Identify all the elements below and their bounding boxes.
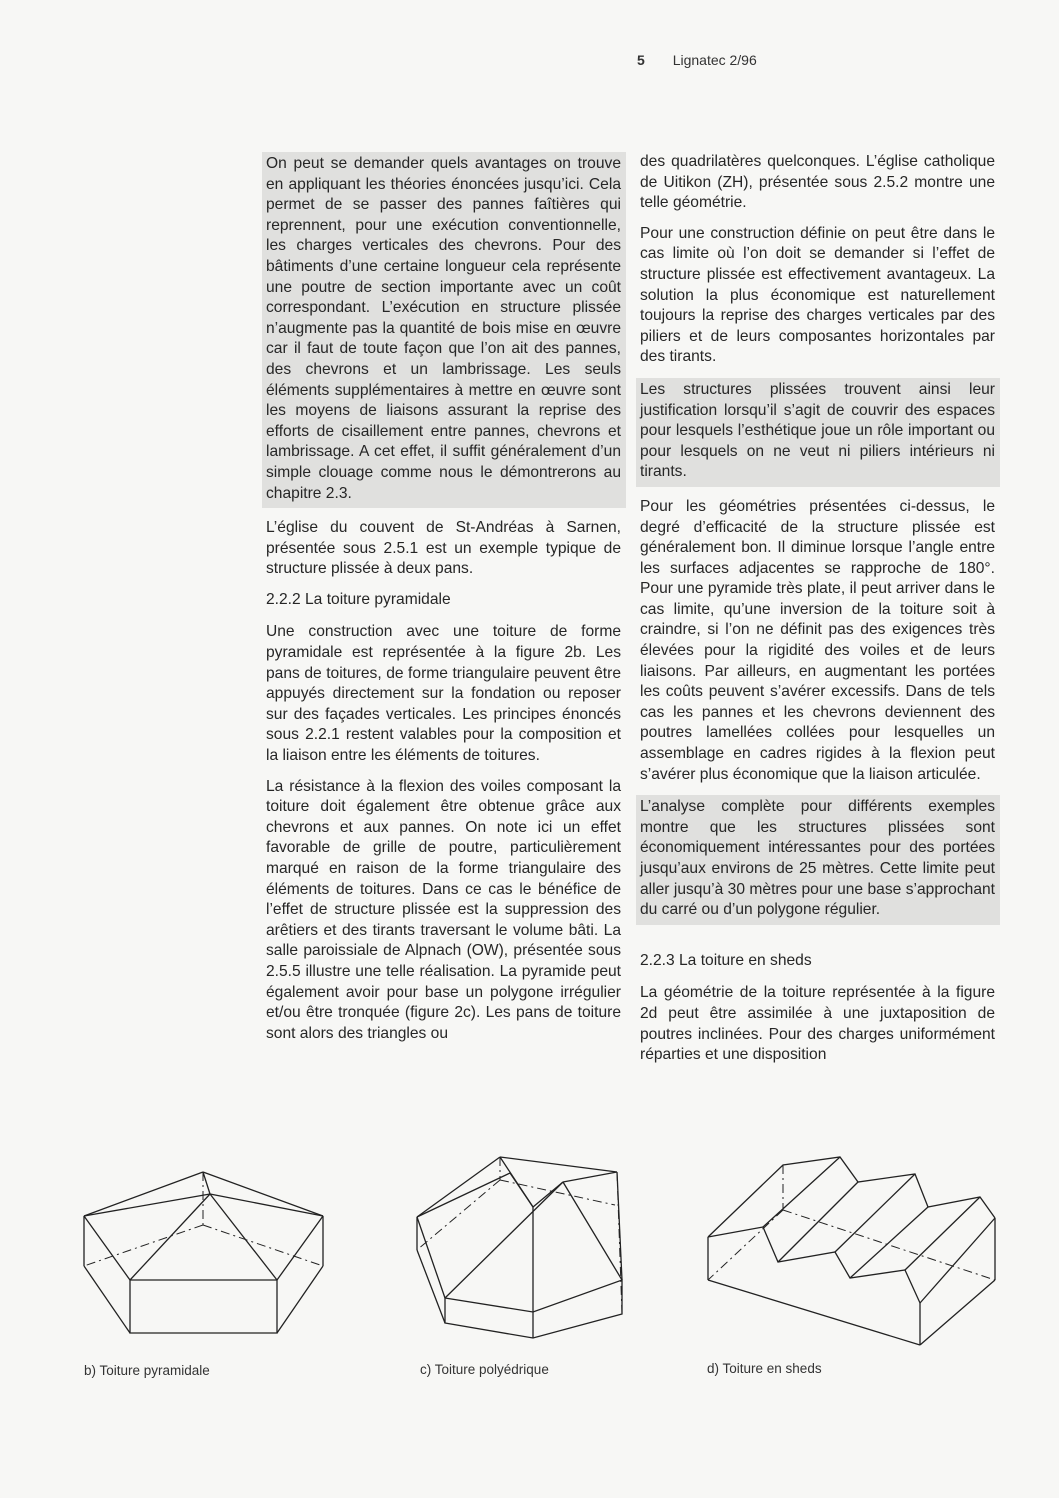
right-column — [640, 152, 995, 1076]
highlighted-paragraph: Les structures plissées trouvent ainsi leur justification lorsqu’il s’agit de couvrir des espaces pour lesquels l’esthétique joue un rôle important ou pour lesquels on ne veut ni piliers intérieurs ni tirants. — [636, 378, 1000, 487]
section-heading-2-2-2: 2.2.2 La toiture pyramidale — [266, 590, 451, 608]
figure-caption-b: b) Toiture pyramidale — [84, 1363, 210, 1378]
pyramidal-roof-diagram — [80, 1160, 340, 1340]
figure-caption-c: c) Toiture polyédrique — [420, 1362, 549, 1377]
paragraph: Pour une construction définie on peut être dans le cas limite où l’on doit se demander si l’effet de structure plissée est effectivement avantageux. La solution la plus économique est naturellement toujours la reprise des charges verticales par des piliers et de leurs composantes horizontales par des tirants. — [640, 224, 995, 366]
paragraph: Pour les géométries présentées ci-dessus, le degré d’efficacité de la structure plissée est généralement bon. Il diminue lorsque l’angle entre les surfaces adjacentes se rapproche de 180°. Pour une pyramide très plate, il peut arriver dans le cas limite, qu’une inversion de la toiture soit à craindre, si l’on ne définit pas des exigences très élevées pour la rigidité des voiles et de leurs liaisons. Par ailleurs, en augmentant les portées les coûts peuvent s’avérer excessifs. Dans de tels cas les pannes et les chevrons deviennent des poutres lamellées collées pour lesquelles un assemblage en cadres rigides à la flexion peut s’avérer plus économique que la liaison articulée. — [640, 497, 995, 783]
figure-caption-d: d) Toiture en sheds — [707, 1361, 822, 1376]
page-number: 5 — [637, 52, 645, 68]
polyhedral-roof-diagram — [410, 1150, 640, 1360]
paragraph: Une construction avec une toiture de forme pyramidale est représentée à la figure 2b. Les pans de toitures, de forme triangulaire peuvent être appuyés directement sur la fondation ou reposer sur des façades verticales. Les principes énoncés sous 2.2.1 restent valables pour la composition et la liaison entre les éléments de toitures. — [266, 623, 621, 765]
paragraph: des quadrilatères quelconques. L’église catholique de Uitikon (ZH), présentée sous 2.5.2 montre une telle géométrie. — [640, 153, 995, 212]
figure-polyhedral-roof — [410, 1150, 640, 1360]
figure-shed-roof — [700, 1150, 1010, 1350]
highlighted-paragraph: L’analyse complète pour différents exemples montre que les structures plissées sont économiquement intéressantes pour des portées jusqu’aux environs de 25 mètres. Cette limite peut aller jusqu’à 30 mètres pour une base s’approchant du carré ou d’un polygone régulier. — [636, 795, 1000, 925]
figure-pyramidal-roof — [80, 1160, 340, 1340]
paragraph: La résistance à la flexion des voiles composant la toiture doit également être obtenue grâce aux chevrons et aux pannes. On note ici un effet favorable de grille de poutre, particulièrement marqué en raison de la forme triangulaire des éléments de toitures. Dans ce cas le bénéfice de l’effet de structure plissée est la suppression des arêtiers et des tirants traversant le volume bâti. La salle paroissiale de Alpnach (OW), présentée sous 2.5.5 illustre une telle réalisation. La pyramide peut également avoir pour base un polygone irrégulier et/ou être tronquée (figure 2c). Les pans de toiture sont alors des triangles ou — [266, 777, 621, 1042]
section-heading-2-2-3: 2.2.3 La toiture en sheds — [640, 951, 812, 969]
left-column — [266, 152, 621, 1054]
paragraph: L’église du couvent de St-Andréas à Sarnen, présentée sous 2.5.1 est un exemple typique de structure plissée à deux pans. — [266, 519, 621, 578]
page-header — [637, 52, 757, 68]
shed-roof-diagram — [700, 1150, 1010, 1350]
highlighted-paragraph: On peut se demander quels avantages on trouve en appliquant les théories énoncées jusqu’ici. Cela permet de se passer des pannes faîtières qui reprennent, pour une exécution conventionnelle, les charges verticales des chevrons. Pour des bâtiments d’une certaine longueur cela représente une poutre de section importante avec un coût correspondant. L’exécution en structure plissée n’augmente pas la quantité de bois mise en œuvre car il faut de toute façon que l’on ait des pannes, des chevrons et un lambrissage. Les seuls éléments supplémentaires à mettre en œuvre sont les moyens de liaisons assurant la reprise des efforts de cisaillement entre pannes, chevrons et lambrissage. A cet effet, il suffit généralement d’un simple clouage comme nous le démontrerons au chapitre 2.3. — [262, 152, 626, 508]
paragraph: La géométrie de la toiture représentée à la figure 2d peut être assimilée à une juxtaposition de poutres inclinées. Pour des charges uniformément réparties et une disposition — [640, 984, 995, 1064]
publication-title: Lignatec 2/96 — [672, 52, 757, 68]
